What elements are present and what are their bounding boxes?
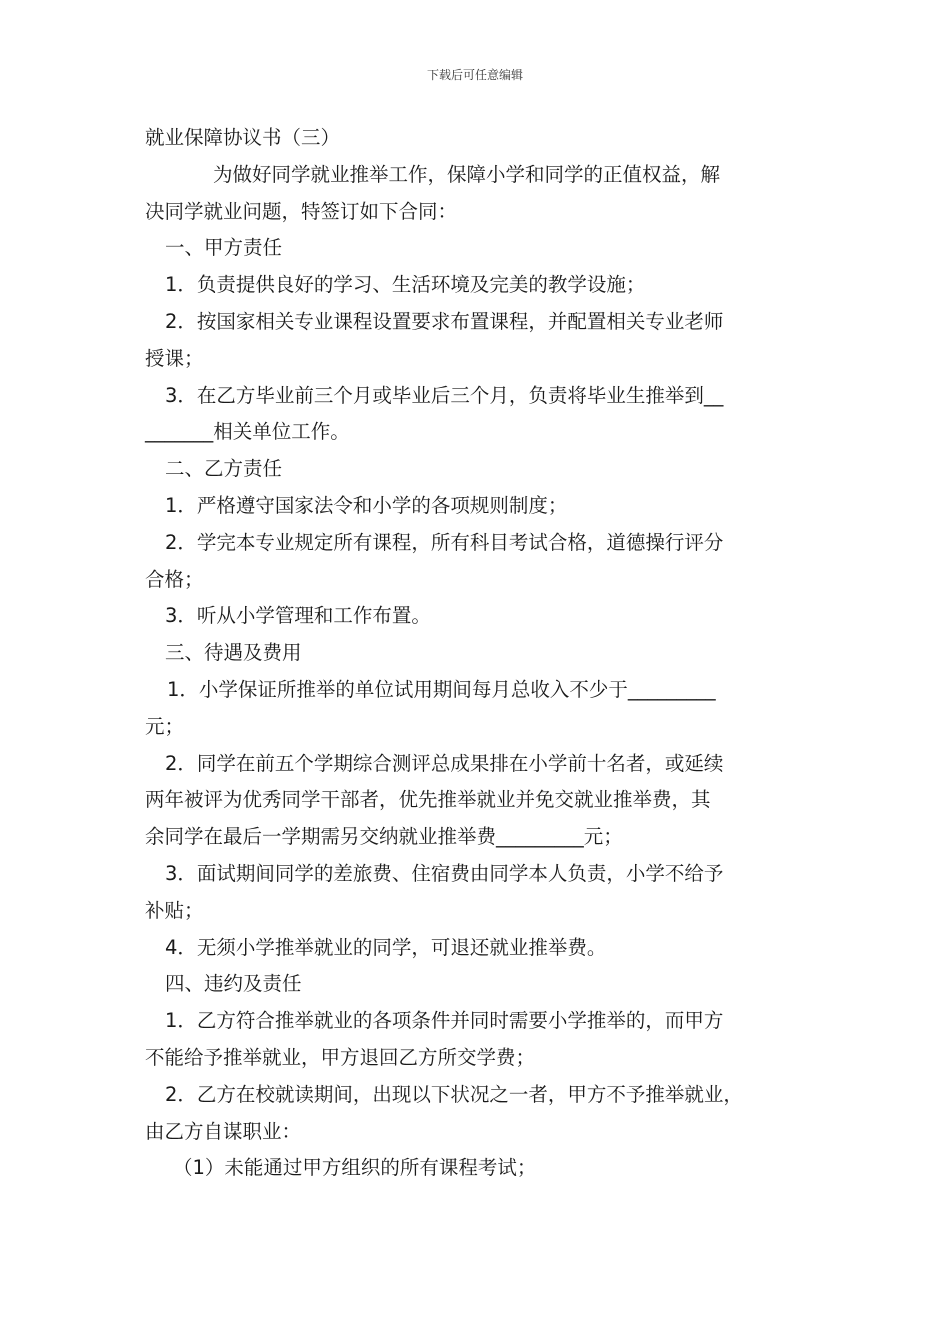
document-line: _______相关单位工作。 [145, 420, 350, 444]
document-line: 2．学完本专业规定所有课程，所有科目考试合格，道德操行评分 [165, 530, 724, 554]
document-line: 1．负责提供良好的学习、生活环境及完美的教学设施； [165, 273, 646, 297]
document-line: 3．在乙方毕业前三个月或毕业后三个月，负责将毕业生推举到__ [165, 383, 724, 407]
document-line: 1．严格遵守国家法令和小学的各项规则制度； [165, 493, 568, 517]
document-line: 为做好同学就业推举工作，保障小学和同学的正值权益，解 [213, 162, 721, 186]
document-line: 2．乙方在校就读期间，出现以下状况之一者，甲方不予推举就业， [165, 1082, 743, 1106]
document-line: 两年被评为优秀同学干部者，优先推举就业并免交就业推举费，其 [145, 788, 711, 812]
document-line: 一、甲方责任 [165, 236, 283, 260]
document-body [145, 120, 810, 1187]
document-line: 四、违约及责任 [165, 972, 302, 996]
document-line: 4．无须小学推举就业的同学，可退还就业推举费。 [165, 935, 607, 959]
document-line: 1．乙方符合推举就业的各项条件并同时需要小学推举的，而甲方 [165, 1009, 724, 1033]
document-line: 授课； [145, 346, 204, 370]
document-line: 1．小学保证所推举的单位试用期间每月总收入不少于_________ [167, 677, 716, 701]
document-line: （1）未能通过甲方组织的所有课程考试； [173, 1156, 537, 1180]
document-line: 3．听从小学管理和工作布置。 [165, 604, 431, 628]
document-title: 就业保障协议书（三） [145, 126, 341, 149]
document-line: 决同学就业问题，特签订如下合同： [145, 199, 458, 223]
document-line: 2．按国家相关专业课程设置要求布置课程，并配置相关专业老师 [165, 309, 724, 333]
page-header: 下载后可任意编辑 [426, 68, 523, 82]
document-line: 3．面试期间同学的差旅费、住宿费由同学本人负责，小学不给予 [165, 861, 724, 885]
document-line: 二、乙方责任 [165, 457, 283, 481]
document-lines [145, 157, 810, 1187]
document-line: 由乙方自谋职业： [145, 1119, 302, 1143]
document-line: 合格； [145, 567, 204, 591]
document-line: 不能给予推举就业，甲方退回乙方所交学费； [145, 1045, 536, 1069]
document-line: 三、待遇及费用 [165, 641, 302, 665]
document-line: 元； [145, 714, 185, 738]
document-line: 余同学在最后一学期需另交纳就业推举费_________元； [145, 825, 623, 849]
document-line: 补贴； [145, 898, 204, 922]
document-line: 2．同学在前五个学期综合测评总成果排在小学前十名者，或延续 [165, 751, 724, 775]
